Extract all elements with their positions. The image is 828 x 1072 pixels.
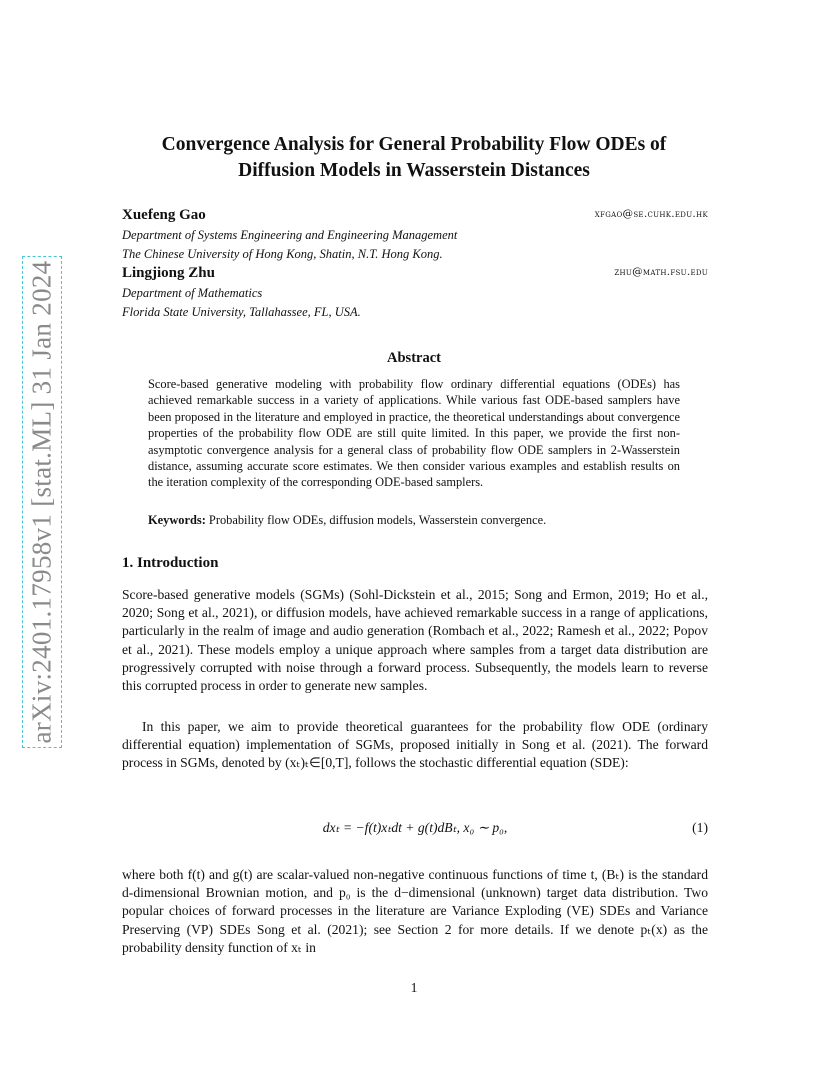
abstract-heading: Abstract [387, 350, 441, 366]
author-affiliation: Florida State University, Tallahassee, FL, USA. [122, 305, 361, 319]
title-line-1: Convergence Analysis for General Probability Flow ODEs of [161, 134, 667, 155]
introduction-paragraph-1 [122, 586, 708, 695]
abstract-body: Score-based generative modeling with probability flow ordinary differential equations (ODEs) has achieved remarkable success in a variety of applications. While various fast ODE-based samplers have been proposed in the literature and employed in practice, the theoretical understandings about convergence properties of the probability flow ODE are still quite limited. In this paper, we provide the first non-asymptotic convergence analysis for a general class of probability flow ODE samplers in 2-Wasserstein distance, assuming accurate score estimates. We then consider various examples and establish results on the iteration complexity of the corresponding ODE-based samplers. [148, 377, 680, 490]
equation-body: dxₜ = −f(t)xₜdt + g(t)dBₜ, x₀ ∼ p₀, [322, 820, 508, 835]
introduction-paragraph-3 [122, 866, 708, 957]
author-name: Xuefeng Gao [122, 207, 206, 223]
equation-number: (1) [692, 820, 708, 835]
page-number: 1 [410, 980, 418, 995]
paragraph-text: In this paper, we aim to provide theoretical guarantees for the probability flow ODE (ordinary differential equation) implementation of SGMs, proposed initially in Song et al. (2021). The forward process in SGMs, denoted by (xₜ)ₜ∈[0,T], follows the stochastic differential equation (SDE): [122, 719, 708, 771]
title-line-2: Diffusion Models in Wasserstein Distances [238, 160, 590, 181]
equation-1 [122, 820, 708, 840]
keywords [148, 512, 680, 528]
paper-title [100, 132, 728, 184]
author-affiliation: The Chinese University of Hong Kong, Shatin, N.T. Hong Kong. [122, 247, 443, 261]
introduction-paragraph-2 [122, 718, 708, 773]
arxiv-identifier-text: arXiv:2401.17958v1 [stat.ML] 31 Jan 2024 [26, 260, 57, 744]
author-affiliation: Department of Systems Engineering and Engineering Management [122, 228, 458, 242]
author-affiliation: Department of Mathematics [122, 286, 263, 300]
author-name: Lingjiong Zhu [122, 265, 215, 281]
section-heading-introduction: 1. Introduction [122, 555, 219, 571]
author-block-2 [122, 264, 708, 322]
author-block-1 [122, 206, 708, 264]
author-email[interactable]: xfgao@se.cuhk.edu.hk [594, 208, 708, 220]
keywords-label: Keywords: [148, 513, 206, 527]
paragraph-text: where both f(t) and g(t) are scalar-valued non-negative continuous functions of time t, (Bₜ) is the standard d-dimensional Brownian motion, and p₀ is the d−dimensional (unknown) target data distribution. Two popular choices of forward processes in the literature are Variance Exploding (VE) SDEs and Variance Preserving (VP) SDEs Song et al. (2021); see Section 2 for more details. If we denote pₜ(x) as the probability density function of xₜ in [122, 867, 708, 955]
paragraph-text: Score-based generative models (SGMs) (Sohl-Dickstein et al., 2015; Song and Ermon, 2019; Ho et al., 2020; Song et al., 2021), or diffusion models, have achieved remarkable success in a range of applications, particularly in the realm of image and audio generation (Rombach et al., 2022; Ramesh et al., 2022; Popov et al., 2021). These models employ a unique approach where samples from a target data distribution are progressively corrupted with noise through a forward process. Subsequently, the models learn to reverse this corrupted process in order to generate new samples. [122, 587, 708, 694]
author-email[interactable]: zhu@math.fsu.edu [614, 266, 708, 278]
keywords-text: Probability flow ODEs, diffusion models, Wasserstein convergence. [205, 513, 547, 527]
arxiv-identifier-stamp[interactable] [22, 256, 62, 748]
